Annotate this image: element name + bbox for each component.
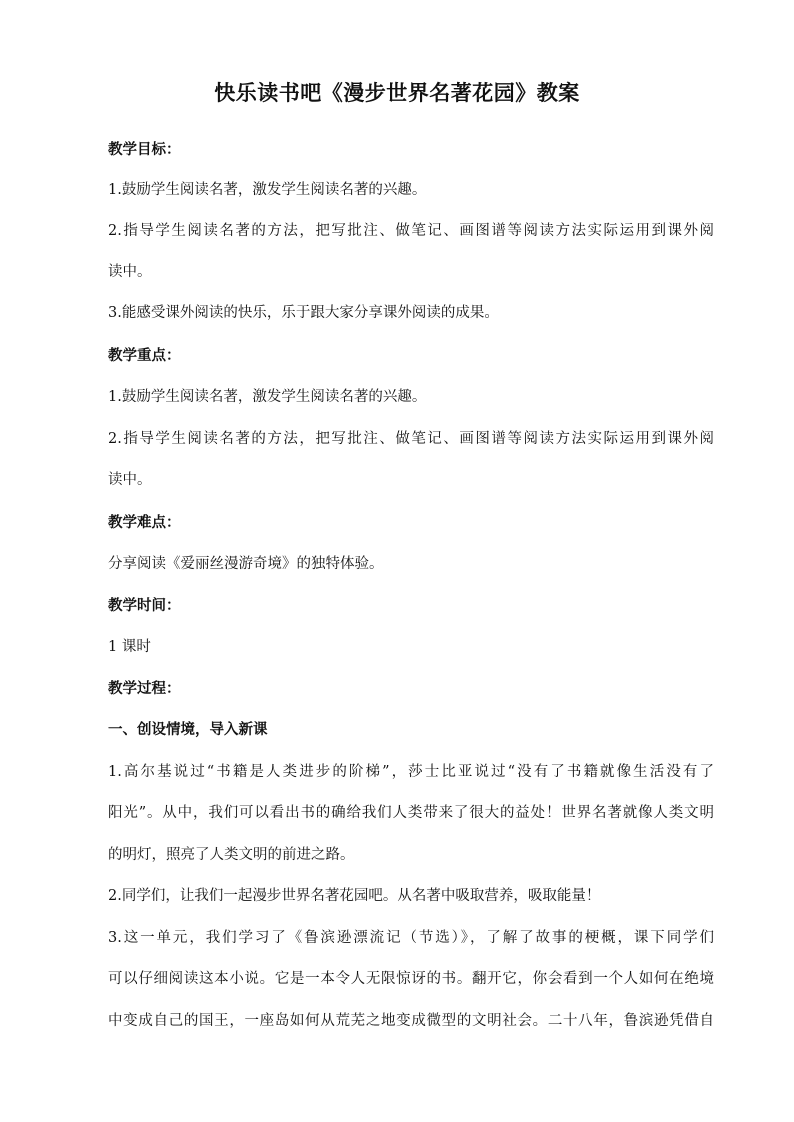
difficulty-text: 分享阅读《爱丽丝漫游奇境》的独特体验。: [108, 556, 384, 572]
key-point-item-1: 1.鼓励学生阅读名著，激发学生阅读名著的兴趣。: [108, 389, 427, 405]
goal-item-2-line-2: 读中。: [108, 264, 152, 280]
key-point-item-2-line-1: 2.指导学生阅读名著的方法，把写批注、做笔记、画图谱等阅读方法实际运用到课外阅: [108, 431, 714, 447]
time-text: 1 课时: [108, 639, 151, 655]
process-section-1-heading: 一、创设情境，导入新课: [108, 722, 268, 738]
goal-item-1: 1.鼓励学生阅读名著，激发学生阅读名著的兴趣。: [108, 182, 427, 198]
time-heading: 教学时间：: [108, 598, 181, 614]
key-point-item-2-line-2: 读中。: [108, 472, 152, 488]
goal-item-2-line-1: 2.指导学生阅读名著的方法，把写批注、做笔记、画图谱等阅读方法实际运用到课外阅: [108, 223, 714, 239]
process-paragraph-3-line-1: 3.这一单元，我们学习了《鲁滨逊漂流记（节选）》，了解了故事的梗概，课下同学们: [108, 930, 714, 946]
process-paragraph-1-line-3: 的明灯，照亮了人类文明的前进之路。: [108, 847, 355, 863]
goals-heading: 教学目标：: [108, 142, 181, 158]
process-paragraph-2: 2.同学们，让我们一起漫步世界名著花园吧。从名著中吸取营养，吸取能量！: [108, 888, 601, 904]
key-points-heading: 教学重点：: [108, 348, 181, 364]
process-heading: 教学过程：: [108, 681, 181, 697]
goal-item-3: 3.能感受课外阅读的快乐，乐于跟大家分享课外阅读的成果。: [108, 305, 499, 321]
process-paragraph-1-line-2: 阳光”。从中，我们可以看出书的确给我们人类带来了很大的益处！世界名著就像人类文明: [108, 805, 714, 821]
process-paragraph-1-line-1: 1.高尔基说过“书籍是人类进步的阶梯”，莎士比亚说过“没有了书籍就像生活没有了: [108, 764, 714, 780]
process-paragraph-3-line-3: 中变成自己的国王，一座岛如何从荒芜之地变成微型的文明社会。二十八年，鲁滨逊凭借自: [108, 1013, 714, 1029]
document-title: 快乐读书吧《漫步世界名著花园》教案: [214, 81, 580, 105]
process-paragraph-3-line-2: 可以仔细阅读这本小说。它是一本令人无限惊讶的书。翻开它，你会看到一个人如何在绝境: [108, 971, 714, 987]
difficulty-heading: 教学难点：: [108, 515, 181, 531]
